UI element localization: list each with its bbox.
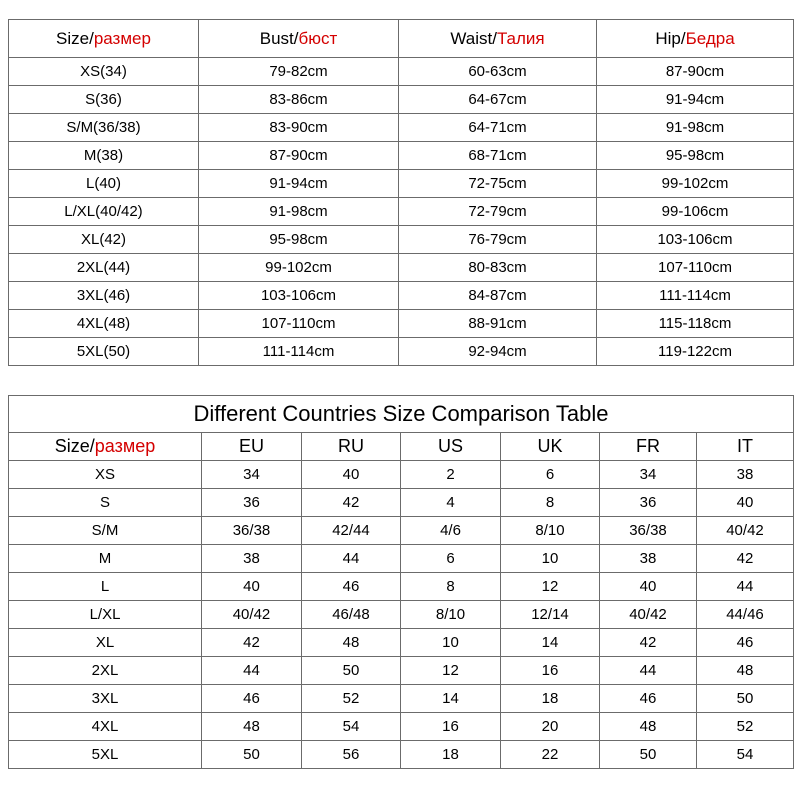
it-cell: 50 (697, 685, 794, 713)
uk-cell: 10 (501, 545, 600, 573)
uk-cell: 16 (501, 657, 600, 685)
measurement-row (9, 338, 794, 366)
measurement-row (9, 142, 794, 170)
size-cell: XS (9, 461, 202, 489)
size-cell: XL (9, 629, 202, 657)
eu-cell: 42 (202, 629, 302, 657)
it-cell: 48 (697, 657, 794, 685)
comparison-row (9, 657, 794, 685)
size-comparison-table (8, 395, 794, 769)
fr-cell: 44 (600, 657, 697, 685)
size-cell: 5XL (9, 741, 202, 769)
measurement-row (9, 170, 794, 198)
header-size-ru: размер (93, 28, 151, 48)
size-cell: 3XL(46) (9, 282, 199, 310)
waist-cell: 88-91cm (399, 310, 597, 338)
header-country-uk: UK (501, 433, 600, 461)
uk-cell: 8 (501, 489, 600, 517)
header-bust (199, 20, 399, 58)
size-cell: XL(42) (9, 226, 199, 254)
header-country-it: IT (697, 433, 794, 461)
it-cell: 54 (697, 741, 794, 769)
size-cell: M(38) (9, 142, 199, 170)
comparison-title-row (9, 396, 794, 433)
us-cell: 8 (401, 573, 501, 601)
header-country-us: US (401, 433, 501, 461)
header-hip-ru: Бедра (685, 28, 735, 48)
waist-cell: 60-63cm (399, 58, 597, 86)
measurement-table-body (9, 20, 794, 366)
eu-cell: 44 (202, 657, 302, 685)
bust-cell: 103-106cm (199, 282, 399, 310)
header-country-eu: EU (202, 433, 302, 461)
size-cell: S/M (9, 517, 202, 545)
hip-cell: 99-106cm (597, 198, 794, 226)
size-cell: L(40) (9, 170, 199, 198)
eu-cell: 46 (202, 685, 302, 713)
size-cell: 4XL(48) (9, 310, 199, 338)
bust-cell: 87-90cm (199, 142, 399, 170)
size-cell: XS(34) (9, 58, 199, 86)
comparison-row (9, 461, 794, 489)
us-cell: 8/10 (401, 601, 501, 629)
eu-cell: 36/38 (202, 517, 302, 545)
header-waist-en: Waist/ (450, 28, 497, 48)
us-cell: 2 (401, 461, 501, 489)
header-size-ru: размер (94, 436, 156, 456)
ru-cell: 56 (302, 741, 401, 769)
fr-cell: 48 (600, 713, 697, 741)
waist-cell: 84-87cm (399, 282, 597, 310)
it-cell: 52 (697, 713, 794, 741)
measurement-row (9, 86, 794, 114)
uk-cell: 8/10 (501, 517, 600, 545)
size-cell: L/XL (9, 601, 202, 629)
size-comparison-table-body (9, 396, 794, 769)
measurement-header-row (9, 20, 794, 58)
us-cell: 6 (401, 545, 501, 573)
ru-cell: 50 (302, 657, 401, 685)
eu-cell: 34 (202, 461, 302, 489)
header-size-en: Size/ (54, 436, 95, 456)
fr-cell: 34 (600, 461, 697, 489)
measurement-row (9, 254, 794, 282)
header-hip (597, 20, 794, 58)
bust-cell: 79-82cm (199, 58, 399, 86)
us-cell: 10 (401, 629, 501, 657)
size-cell: 4XL (9, 713, 202, 741)
size-cell: 5XL(50) (9, 338, 199, 366)
header-waist-ru: Талия (496, 28, 545, 48)
it-cell: 40/42 (697, 517, 794, 545)
comparison-title: Different Countries Size Comparison Table (9, 396, 794, 433)
size-cell: L (9, 573, 202, 601)
bust-cell: 91-98cm (199, 198, 399, 226)
it-cell: 40 (697, 489, 794, 517)
size-cell: S/M(36/38) (9, 114, 199, 142)
header-country-fr: FR (600, 433, 697, 461)
fr-cell: 46 (600, 685, 697, 713)
us-cell: 12 (401, 657, 501, 685)
waist-cell: 76-79cm (399, 226, 597, 254)
uk-cell: 14 (501, 629, 600, 657)
eu-cell: 40/42 (202, 601, 302, 629)
ru-cell: 52 (302, 685, 401, 713)
fr-cell: 50 (600, 741, 697, 769)
eu-cell: 36 (202, 489, 302, 517)
size-cell: 2XL(44) (9, 254, 199, 282)
uk-cell: 22 (501, 741, 600, 769)
measurement-row (9, 226, 794, 254)
size-cell: L/XL(40/42) (9, 198, 199, 226)
comparison-row (9, 573, 794, 601)
header-waist (399, 20, 597, 58)
bust-cell: 111-114cm (199, 338, 399, 366)
hip-cell: 111-114cm (597, 282, 794, 310)
comparison-row (9, 629, 794, 657)
uk-cell: 12/14 (501, 601, 600, 629)
hip-cell: 95-98cm (597, 142, 794, 170)
it-cell: 42 (697, 545, 794, 573)
hip-cell: 99-102cm (597, 170, 794, 198)
fr-cell: 36/38 (600, 517, 697, 545)
header-size (9, 20, 199, 58)
waist-cell: 64-67cm (399, 86, 597, 114)
ru-cell: 42/44 (302, 517, 401, 545)
uk-cell: 6 (501, 461, 600, 489)
uk-cell: 12 (501, 573, 600, 601)
bust-cell: 99-102cm (199, 254, 399, 282)
measurement-row (9, 310, 794, 338)
measurement-row (9, 198, 794, 226)
ru-cell: 48 (302, 629, 401, 657)
measurement-row (9, 282, 794, 310)
size-cell: 3XL (9, 685, 202, 713)
it-cell: 38 (697, 461, 794, 489)
us-cell: 14 (401, 685, 501, 713)
comparison-row (9, 601, 794, 629)
fr-cell: 36 (600, 489, 697, 517)
eu-cell: 40 (202, 573, 302, 601)
comparison-row (9, 713, 794, 741)
waist-cell: 92-94cm (399, 338, 597, 366)
hip-cell: 91-94cm (597, 86, 794, 114)
bust-cell: 91-94cm (199, 170, 399, 198)
comparison-row (9, 517, 794, 545)
waist-cell: 80-83cm (399, 254, 597, 282)
bust-cell: 83-90cm (199, 114, 399, 142)
waist-cell: 72-79cm (399, 198, 597, 226)
ru-cell: 46 (302, 573, 401, 601)
ru-cell: 46/48 (302, 601, 401, 629)
header-bust-en: Bust/ (259, 28, 299, 48)
fr-cell: 38 (600, 545, 697, 573)
eu-cell: 48 (202, 713, 302, 741)
measurement-table (8, 19, 794, 366)
us-cell: 4/6 (401, 517, 501, 545)
header-bust-ru: бюст (298, 28, 338, 48)
size-cell: M (9, 545, 202, 573)
uk-cell: 18 (501, 685, 600, 713)
comparison-row (9, 489, 794, 517)
eu-cell: 38 (202, 545, 302, 573)
hip-cell: 103-106cm (597, 226, 794, 254)
hip-cell: 107-110cm (597, 254, 794, 282)
waist-cell: 72-75cm (399, 170, 597, 198)
bust-cell: 83-86cm (199, 86, 399, 114)
it-cell: 44 (697, 573, 794, 601)
fr-cell: 42 (600, 629, 697, 657)
ru-cell: 54 (302, 713, 401, 741)
fr-cell: 40/42 (600, 601, 697, 629)
ru-cell: 42 (302, 489, 401, 517)
measurement-row (9, 58, 794, 86)
size-cell: S (9, 489, 202, 517)
comparison-row (9, 545, 794, 573)
uk-cell: 20 (501, 713, 600, 741)
it-cell: 44/46 (697, 601, 794, 629)
comparison-header-row (9, 433, 794, 461)
size-cell: 2XL (9, 657, 202, 685)
it-cell: 46 (697, 629, 794, 657)
header-hip-en: Hip/ (655, 28, 686, 48)
waist-cell: 68-71cm (399, 142, 597, 170)
waist-cell: 64-71cm (399, 114, 597, 142)
hip-cell: 115-118cm (597, 310, 794, 338)
us-cell: 4 (401, 489, 501, 517)
bust-cell: 95-98cm (199, 226, 399, 254)
comparison-row (9, 685, 794, 713)
comparison-row (9, 741, 794, 769)
us-cell: 18 (401, 741, 501, 769)
bust-cell: 107-110cm (199, 310, 399, 338)
header-size (9, 433, 202, 461)
measurement-row (9, 114, 794, 142)
ru-cell: 40 (302, 461, 401, 489)
fr-cell: 40 (600, 573, 697, 601)
ru-cell: 44 (302, 545, 401, 573)
us-cell: 16 (401, 713, 501, 741)
hip-cell: 87-90cm (597, 58, 794, 86)
size-cell: S(36) (9, 86, 199, 114)
hip-cell: 91-98cm (597, 114, 794, 142)
hip-cell: 119-122cm (597, 338, 794, 366)
header-size-en: Size/ (56, 28, 94, 48)
eu-cell: 50 (202, 741, 302, 769)
header-country-ru: RU (302, 433, 401, 461)
